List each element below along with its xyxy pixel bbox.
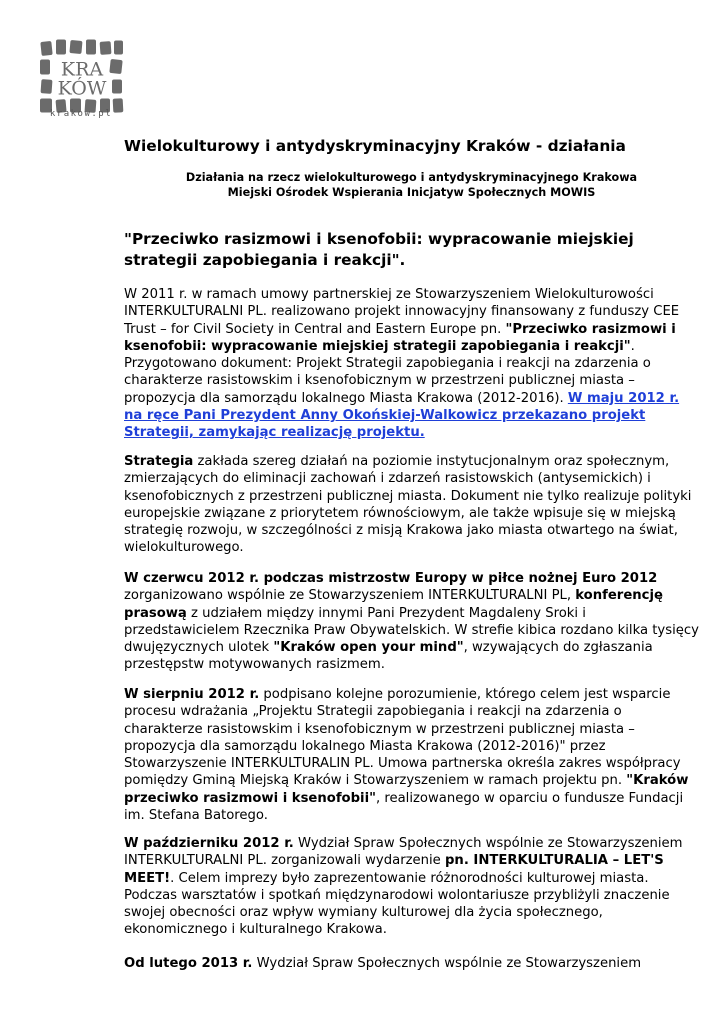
- subtitle-line-1: Działania na rzecz wielokulturowego i antydyskryminacyjnego Krakowa: [185, 171, 638, 184]
- subtitle: [124, 171, 699, 200]
- p5-text-1: Wydział Spraw Społecznych wspólnie ze Stowarzyszeniem INTERKULTURALNI PL. zorganizowali wydarzenie: [124, 836, 683, 869]
- p3-bold-3: "Kraków open your mind": [273, 640, 464, 656]
- p1-text-1: W 2011 r. w ramach umowy partnerskiej ze Stowarzyszeniem Wielokulturowości INTERKULTURALNI PL. realizowano projekt innowacyjny finansowany z funduszy CEE Trust – for Civil Society in Central and Eastern Europe pn.: [124, 287, 680, 337]
- p1-text-2: . Przygotowano dokument: Projekt Strategii zapobiegania i reakcji na zdarzenia o charakterze rasistowskim i ksenofobicznym w przestrzeni publicznej miasta – propozycja dla samorządu lokalnego Miasta Krakowa (2012-2016).: [124, 338, 651, 406]
- paragraph-strategy: [124, 453, 699, 557]
- section-heading: "Przeciwko rasizmowi i ksenofobii: wypracowanie miejskiej strategii zapobiegania i reakcji".: [124, 230, 634, 269]
- paragraph-february-2013: [124, 955, 699, 972]
- subtitle-line-2: Miejski Ośrodek Wspierania Inicjatyw Społecznych MOWIS: [227, 185, 596, 199]
- p2-text-1: zakłada szereg działań na poziomie instytucjonalnym oraz społecznym, zmierzających do eliminacji zachowań i zdarzeń rasistowskich (antysemickich) i ksenofobicznych z przestrzeni publicznej miasta. Dokument nie tylko realizuje polityki europejskie związane z priorytetem równościowym, ale także wpisuje się w miejską strategię rozwoju, w szczególności z misją Krakowa jako miasta otwartego na świat, wielokulturowego.: [124, 454, 692, 556]
- strategy-handover-link[interactable]: W maju 2012 r. na ręce Pani Prezydent Anny Okońskiej-Walkowicz przekazano projekt Strategii, zamykając realizację projektu.: [124, 390, 680, 441]
- p3-text-1: zorganizowano wspólnie ze Stowarzyszeniem INTERKULTURALNI PL,: [124, 588, 576, 604]
- logo-text-line2: KÓW: [57, 77, 107, 100]
- p3-bold-1: W czerwcu 2012 r. podczas mistrzostw Europy w piłce nożnej Euro 2012: [124, 571, 658, 586]
- p4-text-1: podpisano kolejne porozumienie, którego celem jest wsparcie procesu wdrażania „Projektu Strategii zapobiegania i reakcji na zdarzenia o charakterze rasistowskim i ksenofobicznym w przestrzeni publicznej miasta – propozycja dla samorządu lokalnego Miasta Krakowa (2012-2016)" przez Stowarzyszenie INTERKULTURALIN PL. Umowa partnerska określa zakres współpracy pomiędzy Gminą Miejską Kraków i Stowarzyszeniem w ramach projektu pn.: [124, 687, 681, 789]
- p5-bold-2: pn. INTERKULTURALIA – LET'S MEET!: [124, 853, 664, 886]
- p5-bold-1: W październiku 2012 r.: [124, 836, 294, 851]
- p6-text-1: Wydział Spraw Społecznych wspólnie ze Stowarzyszeniem: [252, 956, 642, 971]
- page-title: Wielokulturowy i antydyskryminacyjny Kraków - działania: [124, 137, 626, 155]
- logo-text-line1: KRA: [60, 58, 104, 81]
- p6-bold-1: Od lutego 2013 r.: [124, 956, 253, 971]
- p4-bold-1: W sierpniu 2012 r.: [124, 687, 260, 702]
- p3-text-3: , wzywających do zgłaszania przestępstw motywowanych rasizmem.: [124, 640, 653, 673]
- p2-bold-1: Strategia: [124, 454, 194, 469]
- p4-text-2: , realizowanego w oparciu o fundusze Fundacji im. Stefana Batorego.: [124, 790, 684, 824]
- p3-bold-2: konferencję prasową: [124, 588, 663, 621]
- paragraph-june-2012: [124, 570, 699, 674]
- paragraph-project: [124, 286, 699, 442]
- paragraph-october-2012: [124, 835, 699, 939]
- logo-url: krakow.pl: [49, 109, 113, 119]
- paragraph-august-2012: [124, 686, 699, 824]
- p1-bold-1: "Przeciwko rasizmowi i ksenofobii: wypracowanie miejskiej strategii zapobiegania i reakcji": [124, 321, 676, 354]
- p5-text-2: . Celem imprezy było zaprezentowanie różnorodności kulturowej miasta. Podczas warsztatów i spotkań międzynarodowi wolontariusze przybliżyli znaczenie swojej obecności oraz wpływ wymiany kulturowej dla życia społecznego, ekonomicznego i kulturalnego Krakowa.: [124, 870, 670, 938]
- p4-bold-2: "Kraków przeciwko rasizmowi i ksenofobii": [124, 773, 689, 806]
- p3-text-2: z udziałem między innymi Pani Prezydent Magdaleny Sroki i przedstawicielem Rzecznika Praw Obywatelskich. W strefie kibica rozdano kilka tysięcy dwujęzycznych ulotek: [124, 605, 699, 656]
